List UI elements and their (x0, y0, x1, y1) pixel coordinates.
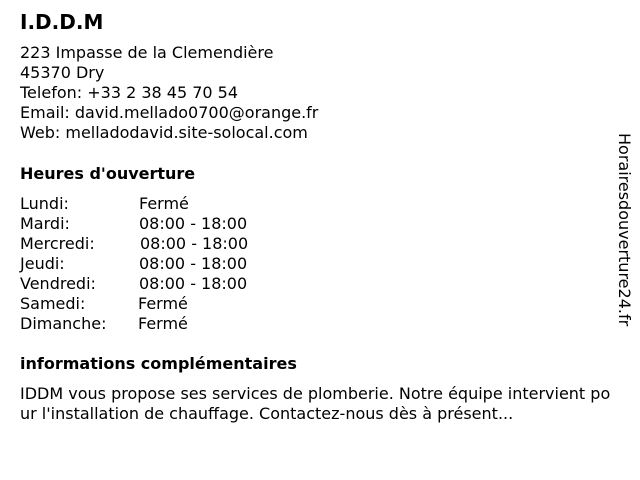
additional-info-heading: informations complémentaires (20, 354, 297, 373)
day-label: Vendredi: (20, 274, 96, 293)
day-label: Mardi: (20, 214, 70, 233)
day-hours: Fermé (138, 314, 188, 333)
hours-row-dimanche (20, 314, 320, 334)
day-hours: 08:00 - 18:00 (139, 274, 248, 293)
day-hours: Fermé (139, 194, 189, 213)
hours-row-vendredi (20, 274, 320, 294)
day-label: Dimanche: (20, 314, 107, 333)
day-hours: 08:00 - 18:00 (139, 254, 248, 273)
day-label: Samedi: (20, 294, 86, 313)
hours-row-jeudi (20, 254, 320, 274)
opening-hours-table (20, 194, 320, 334)
watermark (612, 133, 636, 348)
business-description: IDDM vous propose ses services de plomberie. Notre équipe intervient pour l'installation de chauffage. Contactez-nous dès à présent... (20, 384, 611, 423)
opening-hours-heading: Heures d'ouverture (20, 164, 196, 183)
hours-row-mercredi (20, 234, 320, 254)
email-address: Email: david.mellado0700@orange.fr (20, 103, 319, 122)
day-hours: Fermé (138, 294, 188, 313)
address-street: 223 Impasse de la Clemendière (20, 43, 274, 62)
day-label: Lundi: (20, 194, 69, 213)
website: Web: melladodavid.site-solocal.com (20, 123, 308, 142)
day-hours: 08:00 - 18:00 (139, 214, 248, 233)
watermark-text: Horairesdouverture24.fr (615, 133, 634, 327)
day-hours: 08:00 - 18:00 (140, 234, 249, 253)
contact-block (20, 43, 318, 143)
business-name: I.D.D.M (20, 10, 104, 34)
hours-row-lundi (20, 194, 320, 214)
day-label: Mercredi: (20, 234, 95, 253)
phone-number: Telefon: +33 2 38 45 70 54 (20, 83, 239, 102)
day-label: Jeudi: (20, 254, 65, 273)
hours-row-mardi (20, 214, 320, 234)
address-city: 45370 Dry (20, 63, 105, 82)
hours-row-samedi (20, 294, 320, 314)
